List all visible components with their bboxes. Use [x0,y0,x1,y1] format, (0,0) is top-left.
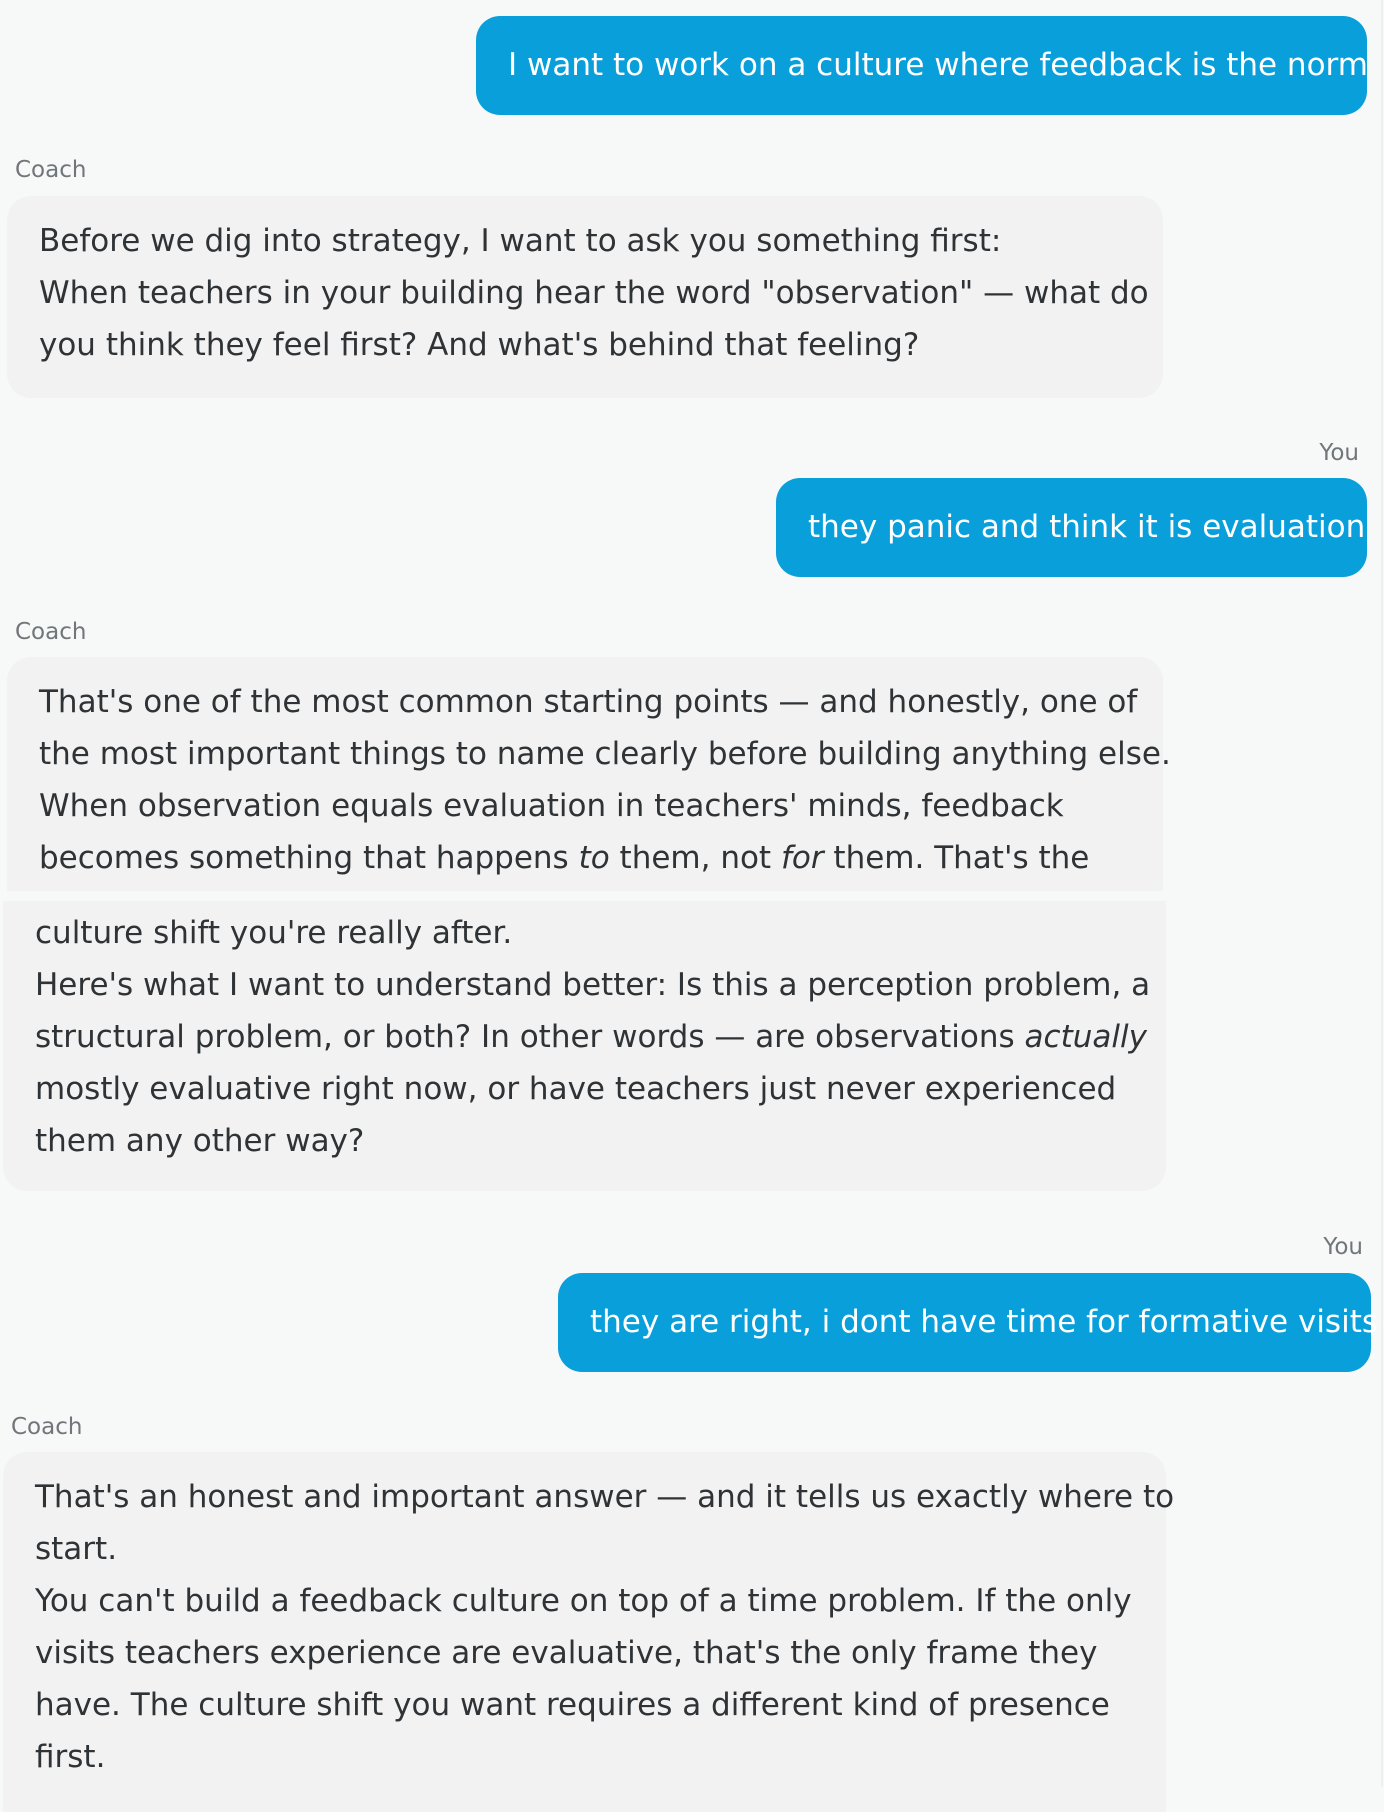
message-line: You can't build a feedback culture on top of a time problem. If the only [35,1583,1132,1619]
sender-label-coach: Coach [15,157,87,183]
user-message-bubble [558,1273,1379,1372]
message-line: visits teachers experience are evaluative, that's the only frame they [35,1635,1098,1671]
coach-message-bubble [3,1452,1175,1812]
sender-label-you: You [1323,1234,1363,1260]
sender-label-you: You [1319,440,1359,466]
message-line: mostly evaluative right now, or have teachers just never experienced [35,1071,1117,1107]
coach-message-bubble-part1 [7,657,1171,891]
message-line: Here's what I want to understand better: Is this a perception problem, a [35,967,1151,1003]
message-text: they are right, i dont have time for formative visits [590,1304,1379,1340]
coach-message-bubble [7,196,1163,398]
message-line: When observation equals evaluation in teachers' minds, feedback [39,788,1064,824]
user-message-bubble [476,16,1367,115]
text-segment: them. That's the [823,840,1090,876]
message-line: start. [35,1531,118,1567]
message-line: That's an honest and important answer — and it tells us exactly where to [35,1479,1175,1515]
emphasis-text: for [780,840,824,876]
text-segment: becomes something that happens [39,840,579,876]
message-line: culture shift you're really after. [35,915,513,951]
user-message-bubble [776,478,1367,577]
message-line: That's one of the most common starting points — and honestly, one of [39,684,1138,720]
message-line: first. [35,1739,106,1775]
sender-label-coach: Coach [11,1414,83,1440]
coach-message-bubble-part2 [3,901,1166,1191]
message-line: them any other way? [35,1123,365,1159]
text-segment: them, not [609,840,781,876]
emphasis-text: to [578,840,610,876]
message-line: have. The culture shift you want requires a different kind of presence [35,1687,1110,1723]
message-line [39,832,1163,884]
message-line [35,1011,1166,1063]
message-line: the most important things to name clearly before building anything else. [39,736,1171,772]
message-line: When teachers in your building hear the word "observation" — what do [39,275,1149,311]
sender-label-coach: Coach [15,619,87,645]
message-text: I want to work on a culture where feedback is the norm [508,47,1368,83]
text-segment: structural problem, or both? In other words — are observations [35,1019,1025,1055]
scroll-edge [1381,0,1383,1787]
message-line: Before we dig into strategy, I want to ask you something first: [39,223,1002,259]
message-line: you think they feel first? And what's behind that feeling? [39,327,920,363]
message-text: they panic and think it is evaluation [808,509,1366,545]
emphasis-text: actually [1024,1019,1147,1055]
